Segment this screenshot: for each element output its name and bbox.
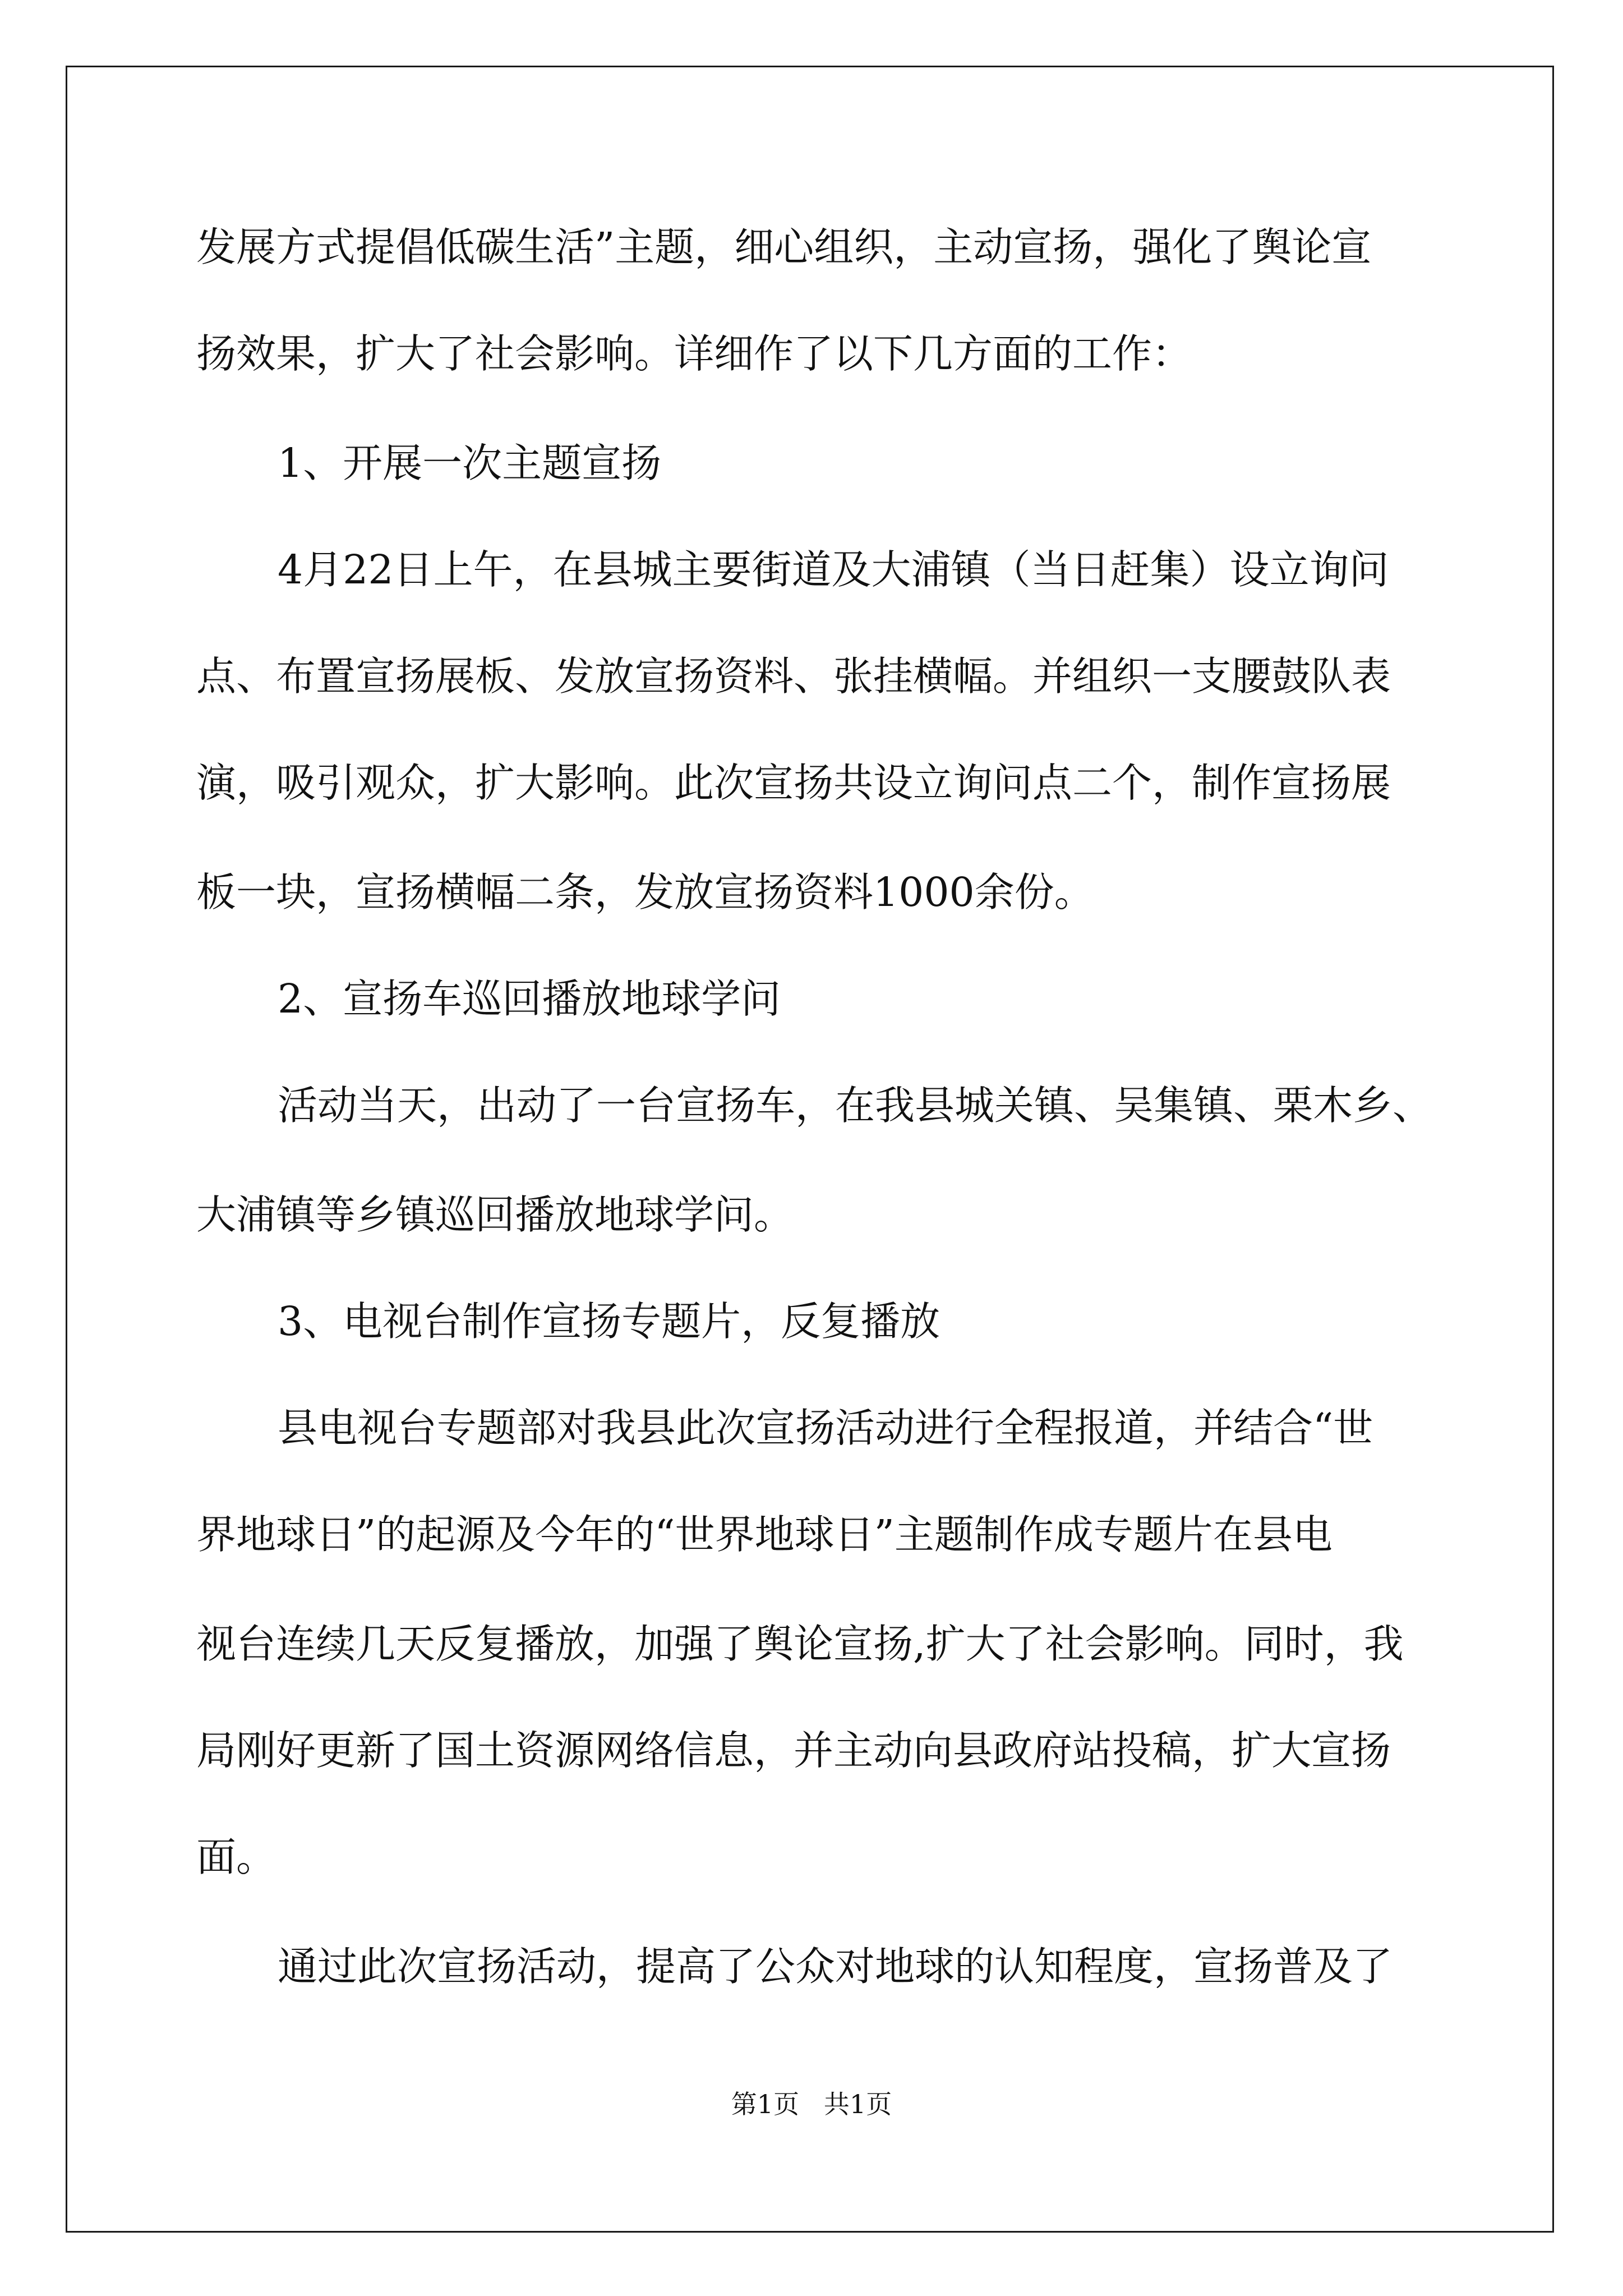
page-border	[66, 66, 1554, 2233]
text-line: 大浦镇等乡镇巡回播放地球学问。	[196, 1191, 794, 1238]
text-line: 扬效果，扩大了社会影响。详细作了以下几方面的工作：	[196, 330, 1192, 377]
page-footer: 第1页 共1页	[731, 2089, 892, 2119]
text-line: 演，吸引观众，扩大影响。此次宣扬共设立询问点二个，制作宣扬展	[196, 760, 1391, 806]
section-heading: 1、开展一次主题宣扬	[278, 440, 662, 486]
text-line: 面。	[196, 1834, 276, 1880]
text-line: 通过此次宣扬活动，提高了公众对地球的认知程度，宣扬普及了	[278, 1943, 1393, 1990]
text-line: 局刚好更新了国土资源网络信息，并主动向县政府站投稿，扩大宣扬	[196, 1727, 1391, 1774]
text-line: 视台连续几天反复播放，加强了舆论宣扬,扩大了社会影响。同时，我	[196, 1621, 1404, 1667]
text-line: 4月22日上午，在县城主要街道及大浦镇（当日赶集）设立询问	[278, 546, 1389, 593]
text-line: 发展方式提倡低碳生活”主题，细心组织，主动宣扬，强化了舆论宣	[196, 224, 1372, 270]
text-line: 活动当天，出动了一台宣扬车，在我县城关镇、吴集镇、栗木乡、	[278, 1082, 1433, 1129]
text-line: 点、布置宣扬展板、发放宣扬资料、张挂横幅。并组织一支腰鼓队表	[196, 653, 1391, 700]
text-line: 县电视台专题部对我县此次宣扬活动进行全程报道，并结合“世	[278, 1405, 1373, 1451]
section-heading: 2、宣扬车巡回播放地球学问	[278, 976, 781, 1022]
section-heading: 3、电视台制作宣扬专题片，反复播放	[278, 1298, 940, 1345]
text-line: 界地球日”的起源及今年的“世界地球日”主题制作成专题片在县电	[196, 1511, 1332, 1558]
text-line: 板一块，宣扬横幅二条，发放宣扬资料1000余份。	[196, 869, 1094, 915]
